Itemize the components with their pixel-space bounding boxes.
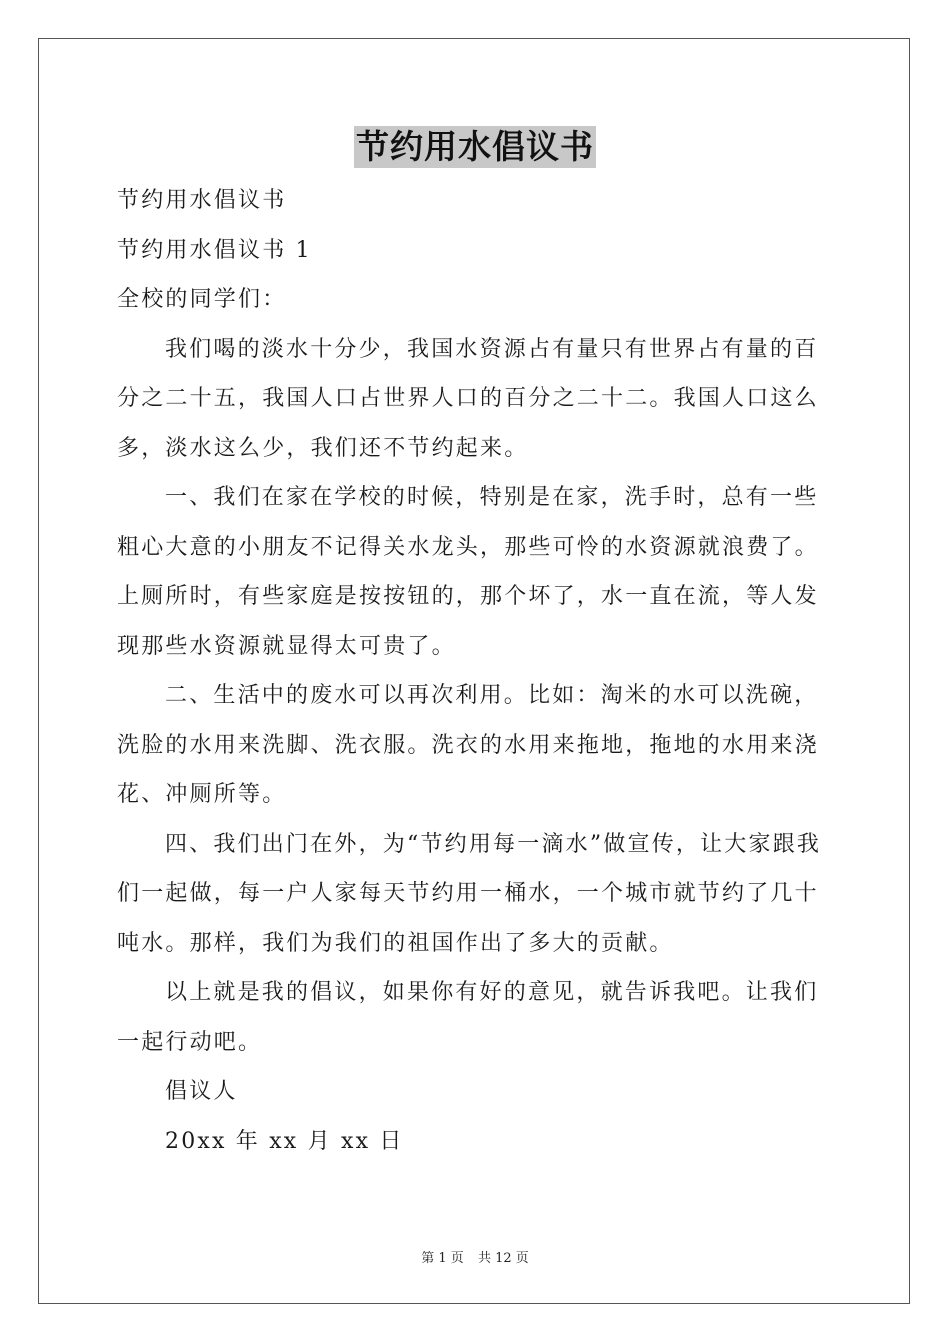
page-number: 第 1 页 xyxy=(421,1251,464,1266)
salutation: 全校的同学们： xyxy=(117,287,287,312)
signature: 倡议人 xyxy=(165,1079,238,1104)
page-total: 共 12 页 xyxy=(477,1251,529,1266)
page-footer xyxy=(0,1247,950,1266)
body-paragraph: 以上就是我的倡议，如果你有好的意见，就告诉我吧。让我们一起行动吧。 xyxy=(117,980,819,1055)
body-paragraph: 二、生活中的废水可以再次利用。比如：淘米的水可以洗碗，洗脸的水用来洗脚、洗衣服。洗衣的水用来拖地，拖地的水用来浇花、冲厕所等。 xyxy=(117,683,819,807)
title-container xyxy=(0,126,950,168)
subtitle-line: 节约用水倡议书 xyxy=(117,188,287,213)
body-paragraph: 一、我们在家在学校的时候，特别是在家，洗手时，总有一些粗心大意的小朋友不记得关水龙头，那些可怜的水资源就浪费了。上厕所时，有些家庭是按按钮的，那个坏了，水一直在流，等人发现那些水资源就显得太可贵了。 xyxy=(117,485,819,659)
body-paragraph: 我们喝的淡水十分少，我国水资源占有量只有世界占有量的百分之二十五，我国人口占世界人口的百分之二十二。我国人口这么多，淡水这么少，我们还不节约起来。 xyxy=(117,336,819,461)
body-paragraph: 四、我们出门在外，为“节约用每一滴水”做宣传，让大家跟我们一起做，每一户人家每天节约用一桶水，一个城市就节约了几十吨水。那样，我们为我们的祖国作出了多大的贡献。 xyxy=(117,831,822,956)
document-body xyxy=(117,176,833,1166)
section-heading: 节约用水倡议书 1 xyxy=(117,237,312,263)
date-line: 20xx 年 xx 月 xx 日 xyxy=(165,1128,404,1154)
document-title: 节约用水倡议书 xyxy=(356,127,594,166)
